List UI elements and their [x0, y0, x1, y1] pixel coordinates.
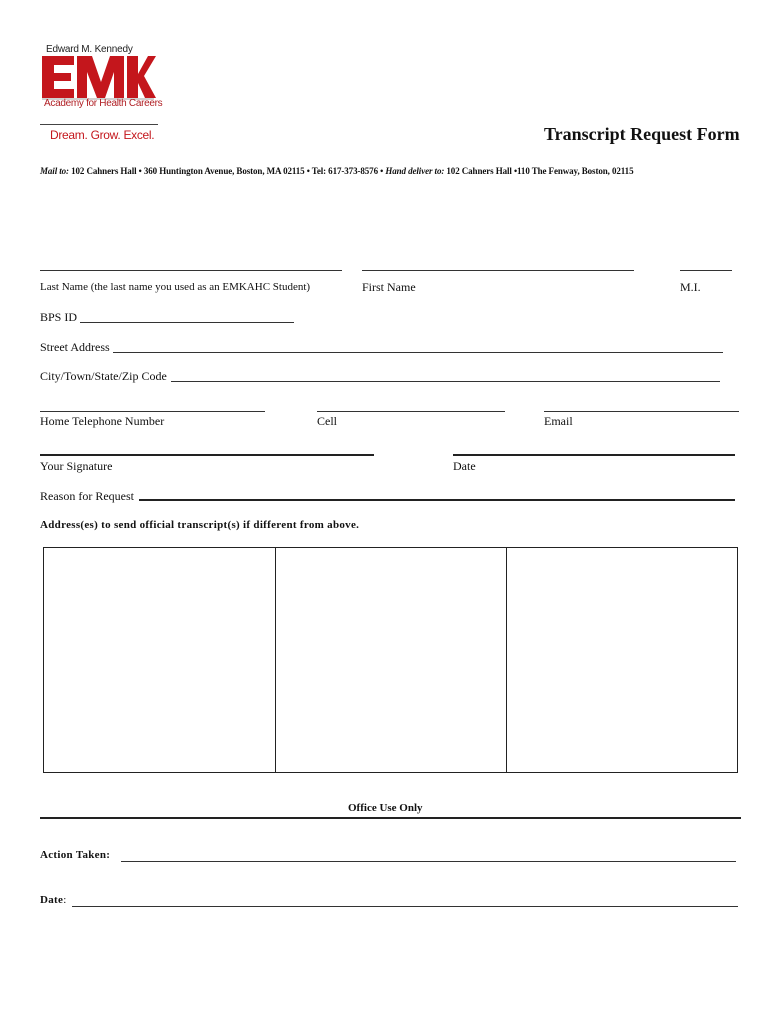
bps-id-label: BPS ID	[40, 310, 78, 324]
cell-field[interactable]	[317, 411, 505, 412]
home-phone-label: Home Telephone Number	[40, 414, 165, 428]
mail-address: 102 Cahners Hall • 360 Huntington Avenue, Boston, MA 02115 • Tel: 617-373-8576 •	[71, 166, 384, 176]
contact-line	[40, 166, 633, 176]
cell-label: Cell	[317, 414, 337, 428]
logo-subtitle: Academy for Health Careers	[44, 98, 163, 109]
hand-deliver-label: Hand deliver to:	[385, 166, 445, 176]
office-use-heading: Office Use Only	[348, 802, 423, 814]
addresses-heading: Address(es) to send official transcript(s) if different from above.	[40, 519, 360, 531]
logo-tagline: Dream. Grow. Excel.	[50, 128, 155, 142]
mail-label: Mail to:	[40, 166, 69, 176]
email-label: Email	[544, 414, 573, 428]
action-taken-field[interactable]	[121, 861, 736, 862]
office-date-row: Date:	[40, 894, 67, 906]
office-divider	[40, 817, 741, 819]
city-field[interactable]	[171, 381, 720, 382]
address-box-1[interactable]	[43, 547, 276, 773]
office-date-label: Date	[40, 894, 64, 906]
last-name-field[interactable]	[40, 270, 342, 271]
logo-divider	[40, 124, 158, 125]
home-phone-field[interactable]	[40, 411, 265, 412]
logo-top-text: Edward M. Kennedy	[46, 44, 133, 55]
street-label: Street Address	[40, 340, 110, 354]
reason-label: Reason for Request	[40, 489, 134, 503]
first-name-label: First Name	[362, 280, 416, 294]
address-box-2[interactable]	[275, 547, 507, 773]
date-label: Date	[453, 459, 476, 473]
office-date-field[interactable]	[72, 906, 738, 907]
street-field[interactable]	[113, 352, 723, 353]
signature-field[interactable]	[40, 454, 374, 456]
mi-label: M.I.	[680, 280, 701, 294]
last-name-label: Last Name (the last name you used as an EMKAHC Student)	[40, 281, 311, 293]
page-title: Transcript Request Form	[544, 124, 740, 144]
mi-field[interactable]	[680, 270, 732, 271]
city-label: City/Town/State/Zip Code	[40, 369, 167, 383]
email-field[interactable]	[544, 411, 739, 412]
address-box-3[interactable]	[506, 547, 738, 773]
hand-deliver-address: 102 Cahners Hall •110 The Fenway, Boston, 02115	[446, 166, 634, 176]
first-name-field[interactable]	[362, 270, 634, 271]
action-taken-label: Action Taken:	[40, 849, 111, 861]
date-field[interactable]	[453, 454, 735, 456]
reason-field[interactable]	[139, 499, 735, 501]
signature-label: Your Signature	[40, 459, 113, 473]
emk-logo	[40, 52, 156, 102]
bps-id-field[interactable]	[80, 322, 294, 323]
